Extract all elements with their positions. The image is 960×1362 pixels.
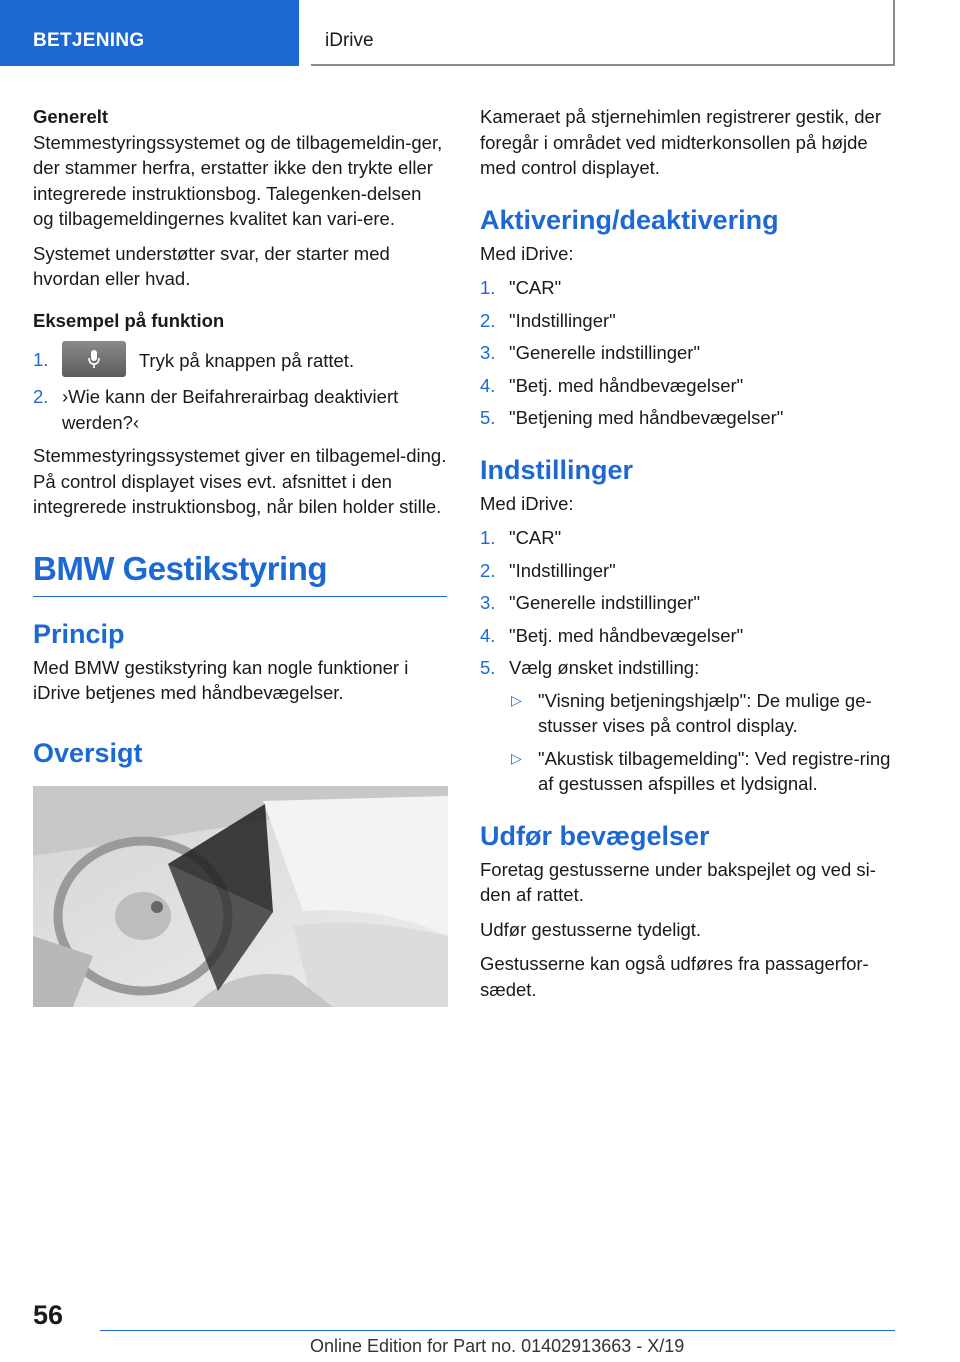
step-number: 1. bbox=[480, 527, 496, 548]
right-column bbox=[480, 104, 894, 1011]
gesture-area-illustration bbox=[33, 786, 448, 1007]
settings-steps bbox=[480, 525, 894, 797]
microphone-icon bbox=[87, 349, 101, 369]
list-item bbox=[480, 340, 894, 366]
option-text: "Visning betjeningshjælp": De mulige ge-stusser vises på control display. bbox=[538, 689, 872, 736]
example-steps bbox=[33, 347, 447, 435]
option-text: "Akustisk tilbagemelding": Ved registre-ring af gestussen afspilles et lydsignal. bbox=[538, 747, 891, 794]
voice-button-image bbox=[62, 341, 126, 377]
step-number: 5. bbox=[480, 657, 496, 678]
list-item bbox=[480, 308, 894, 334]
edition-note: Online Edition for Part no. 01402913663 - X/19 bbox=[310, 1336, 685, 1356]
list-item bbox=[480, 590, 894, 616]
step-number: 4. bbox=[480, 624, 496, 646]
perform-paragraph-1: Foretag gestusserne under bakspejlet og ved si-den af rattet. bbox=[480, 858, 876, 905]
step-text: "Generelle indstillinger" bbox=[509, 342, 701, 363]
activation-heading: Aktivering/deaktivering bbox=[480, 204, 779, 235]
list-item bbox=[480, 405, 894, 431]
page-header bbox=[0, 0, 960, 66]
step-text: "Indstillinger" bbox=[509, 309, 616, 331]
page-number: 56 bbox=[33, 1300, 64, 1330]
step-text: Vælg ønsket indstilling: bbox=[509, 657, 700, 678]
footer-divider bbox=[100, 1330, 895, 1331]
example-paragraph: Stemmestyringssystemet giver en tilbagemel-ding. På control displayet vises evt. afsnittet i den integrerede instruktionsbog, når bilen holder stille. bbox=[33, 445, 447, 517]
activation-steps bbox=[480, 275, 894, 431]
triangle-bullet-icon: ▷ bbox=[511, 691, 522, 708]
list-item bbox=[509, 746, 894, 797]
list-item bbox=[480, 623, 894, 649]
intro-paragraph: Kameraet på stjernehimlen registrerer gestik, der foregår i området ved midterkonsollen på højde med control displayet. bbox=[480, 106, 882, 178]
step-text: "Indstillinger" bbox=[509, 559, 616, 581]
step-text: "CAR" bbox=[509, 527, 562, 548]
step-text: "Betj. med håndbevægelser" bbox=[509, 374, 744, 396]
step-number: 2. bbox=[33, 386, 49, 407]
activation-lead: Med iDrive: bbox=[480, 242, 574, 264]
list-item bbox=[480, 558, 894, 584]
list-item bbox=[480, 275, 894, 301]
general-paragraph-2: Systemet understøtter svar, der starter med hvordan eller hvad. bbox=[33, 242, 390, 289]
topic-label: iDrive bbox=[311, 0, 895, 66]
step-number: 2. bbox=[480, 559, 496, 581]
list-item bbox=[480, 655, 894, 797]
principle-paragraph: Med BMW gestikstyring kan nogle funktioner i iDrive betjenes med håndbevægelser. bbox=[33, 656, 409, 703]
perform-paragraph-3: Gestusserne kan også udføres fra passagerfor-sædet. bbox=[480, 953, 869, 1000]
step-text: "CAR" bbox=[509, 277, 562, 298]
general-paragraph-1: Stemmestyringssystemet og de tilbagemeldin-ger, der stammer herfra, erstatter ikke den trykte eller integrerede instruktionsbog. Talegenken-delsen og tilbagemeldingernes kvalitet kan vari-ere. bbox=[33, 131, 443, 229]
step-number: 3. bbox=[480, 342, 496, 363]
step-text: ›Wie kann der Beifahrerairbag deaktiviert werden?‹ bbox=[62, 386, 399, 433]
section-tab: BETJENING bbox=[0, 0, 299, 66]
chapter-title: BMW Gestikstyring bbox=[33, 548, 447, 597]
step-text: "Betj. med håndbevægelser" bbox=[509, 624, 744, 646]
list-item bbox=[33, 384, 447, 435]
list-item bbox=[480, 373, 894, 399]
settings-options bbox=[509, 688, 894, 797]
perform-heading: Udfør bevægelser bbox=[480, 820, 710, 851]
step-text: Tryk på knappen på rattet. bbox=[138, 349, 355, 371]
step-number: 5. bbox=[480, 407, 496, 428]
overview-heading: Oversigt bbox=[33, 737, 143, 768]
settings-heading: Indstillinger bbox=[480, 454, 634, 485]
list-item bbox=[33, 347, 447, 377]
left-column bbox=[33, 104, 447, 1007]
step-number: 2. bbox=[480, 309, 496, 331]
perform-paragraph-2: Udfør gestusserne tydeligt. bbox=[480, 918, 702, 940]
general-heading: Generelt bbox=[33, 106, 109, 127]
settings-lead: Med iDrive: bbox=[480, 492, 574, 514]
step-text: "Generelle indstillinger" bbox=[509, 592, 701, 613]
step-number: 3. bbox=[480, 592, 496, 613]
step-number: 4. bbox=[480, 374, 496, 396]
principle-heading: Princip bbox=[33, 618, 125, 649]
step-number: 1. bbox=[33, 349, 49, 370]
list-item bbox=[509, 688, 894, 739]
step-number: 1. bbox=[480, 277, 496, 298]
example-heading: Eksempel på funktion bbox=[33, 309, 225, 331]
list-item bbox=[480, 525, 894, 551]
step-text: "Betjening med håndbevægelser" bbox=[509, 407, 784, 428]
triangle-bullet-icon: ▷ bbox=[511, 749, 522, 766]
